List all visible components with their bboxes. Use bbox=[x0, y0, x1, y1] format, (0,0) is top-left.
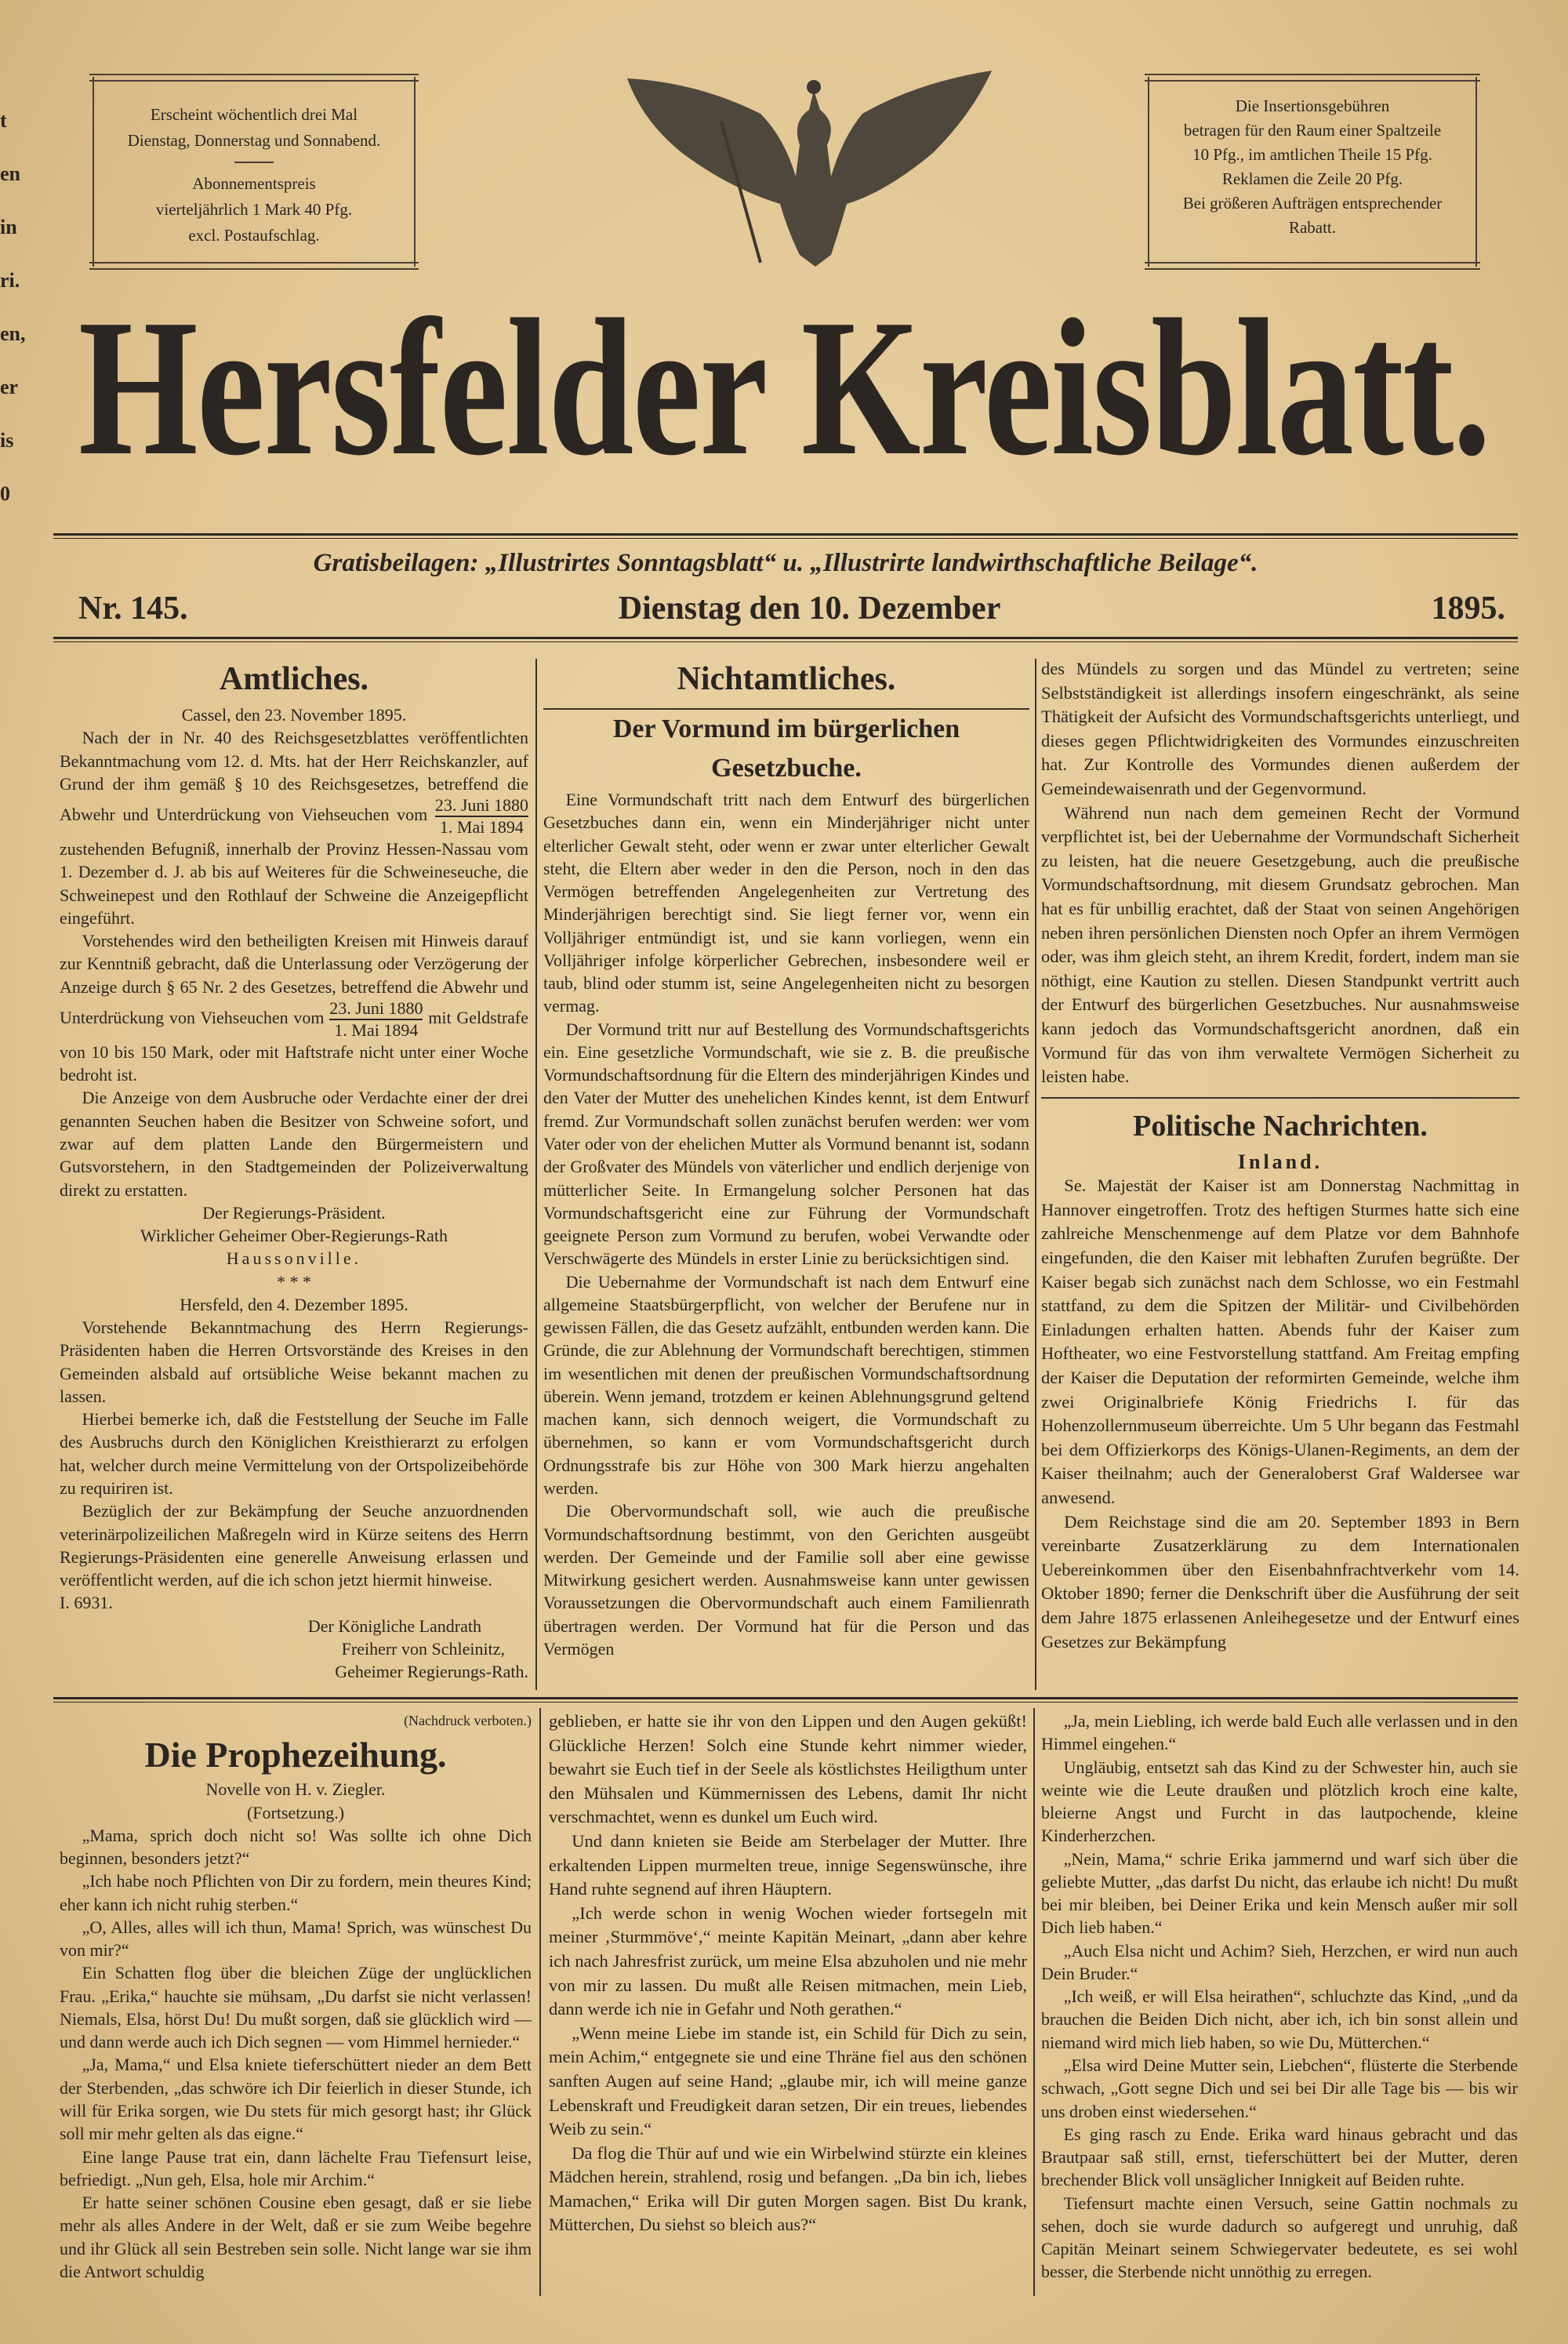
date-fraction bbox=[435, 795, 528, 838]
fraction-denominator: 1. Mai 1894 bbox=[439, 817, 524, 838]
story-paragraph: geblieben, er hatte sie ihr von den Lippen und den Augen geküßt! Glückliche Herzen! Solch eine Stunde kehrt nimmer wieder, bewahrt sie Euch tief in der Seele als köstlichstes Heiligthum unter den Mühsalen und Kümmernissen des Lebens, damit Ihr nicht verschmachtet, wenn es dunkel um Euch wird. bbox=[549, 1711, 1027, 1827]
article-paragraph: Eine Vormundschaft tritt nach dem Entwurf des bürgerlichen Gesetzbuches dann ein, wenn ein Minderjähriger nicht unter elterlicher Gewalt steht, oder wenn er zwar unter elterlicher Gewalt steht, die Eltern aber weder in den die Person, noch in den das Vermögen betreffenden Angelegenheiten zur Vertretung des Minderjährigen berechtigt sind. Sie liegt ferner vor, wenn ein Volljähriger entmündigt ist, und sie kann vorliegen, wenn ein Volljähriger infolge körperlicher Gebrechen, insbesondere weil er taub, blind oder stumm ist, seine Angelegenheiten nicht zu besorgen vermag. bbox=[543, 790, 1029, 1016]
story-paragraph: „Ja, Mama,“ und Elsa kniete tieferschüttert nieder an dem Bett der Sterbenden, „das schwöre ich Dir feierlich in dieser Stunde, ich will für Erika sorgen, wie Du stets für mich gesorgt hast; ihr Glück soll mir mehr gelten als das eigne.“ bbox=[60, 2055, 532, 2144]
article-paragraph: Der Vormund tritt nur auf Bestellung des Vormundschaftsgerichts ein. Eine gesetzliche Vormundschaft, wie sie z. B. die preußische Vormundschaftsordnung für die Eltern des minderjährigen Kindes und den Vater der Mutter des unehelichen Kindes kennt, ist dem Entwurf fremd. Zur Vormundschaft sollen zunächst berufen werden: wer vom Vater oder von der ehelichen Mutter als Vormund benannt ist, sodann der Großvater des Mündels von väterlicher und endlich derjenige von mütterlicher Seite. In Ermangelung solcher Personen hat das Vormundschaftsgericht eine zur Führung der Vormundschaft geeignete Person zum Vormund zu berufen, wobei Verwandte oder Verschwägerte des Mündels in erster Linie zu berücksichtigen sind. bbox=[543, 1019, 1029, 1269]
fraction-numerator: 23. Juni 1880 bbox=[329, 998, 423, 1020]
signature: Freiherr von Schleinitz, bbox=[341, 1638, 505, 1659]
edge-fragment: er bbox=[0, 376, 19, 398]
feuilleton-column-1 bbox=[60, 1710, 532, 2298]
article-paragraph: Während nun nach dem gemeinen Recht der Vormund verpflichtet ist, bei der Uebernahme der Vormundschaft Sicherheit zu leisten, hat die neuere Gesetzgebung, auch die preußische Vormundschaftsordnung, mit diesem Grundsatz gebrochen. Man hat es für unbillig erachtet, daß der Staat von seinen Angehörigen neben ihren persönlichen Diensten noch Opfer an ihrem Vermögen oder, was ihm gleich steht, an ihrem Kredit, fordert, indem man sie nöthigt, eine Kaution zu stellen. Diesen Standpunkt vertritt auch der Entwurf des bürgerlichen Gesetzbuches. Nur ausnahmsweise kann jedoch das Vormundschaftsgericht anordnen, daß ein Vormund für das von ihm verwaltete Vermögen Sicherheit zu leisten habe. bbox=[1041, 802, 1519, 1087]
story-paragraph: „Auch Elsa nicht und Achim? Sieh, Herzchen, er wird nun auch Dein Bruder.“ bbox=[1041, 1940, 1518, 1983]
paragraph-text: mit Geldstrafe von 10 bis 150 Mark, oder mit Haftstrafe nicht unter einer Woche bedroht ist. bbox=[60, 1007, 528, 1085]
fraction-numerator: 23. Juni 1880 bbox=[435, 795, 528, 817]
story-paragraph: „Nein, Mama,“ schrie Erika jammernd und warf sich über die geliebte Mutter, „das darfst Du nicht, das erlaube ich nicht! Du mußt bei mir bleiben, bei Deiner Erika und kein Mensch außer mir soll Dich lieb haben.“ bbox=[1041, 1848, 1518, 1938]
story-paragraph: „Ich weiß, er will Elsa heirathen“, schluchzte das Kind, „und da brauchen die Beiden Dich nicht, aber ich, ich bin sonst allein und niemand wird mich lieb haben, so wie Du, Mütterchen.“ bbox=[1041, 1986, 1518, 2052]
story-paragraph: „Ja, mein Liebling, ich werde bald Euch alle verlassen und in den Himmel eingehen.“ bbox=[1041, 1711, 1518, 1754]
column-divider bbox=[535, 659, 537, 1690]
edge-fragment: ri. bbox=[0, 269, 20, 292]
edge-fragment: 0 bbox=[0, 482, 10, 505]
paragraph-text: Nach der in Nr. 40 des Reichsgesetzblattes veröffentlichten Bekanntmachung vom 12. d. Mts. hat der Herr Reichskanzler, auf Grund der ihm gemäß § 10 des Reichsgesetzes, betreffend die Abwehr und Unterdrückung von Viehseuchen vom bbox=[60, 728, 528, 825]
subscription-price: vierteljährlich 1 Mark 40 Pfg. bbox=[155, 200, 353, 219]
issue-year: 1895. bbox=[1431, 591, 1505, 627]
issue-date: Dienstag den 10. Dezember bbox=[618, 591, 1001, 627]
story-paragraph: Und dann knieten sie Beide am Sterbelager der Mutter. Ihre erkaltenden Lippen murmelten treue, innige Segenswünsche, ihre Hand ruhte segnend auf ihren Häuptern. bbox=[549, 1830, 1027, 1899]
reprint-notice: (Nachdruck verboten.) bbox=[404, 1713, 532, 1728]
signature: Wirklicher Geheimer Ober-Regierungs-Rath bbox=[140, 1226, 448, 1246]
story-paragraph: „Mama, sprich doch nicht so! Was sollte ich ohne Dich beginnen, besonders jetzt?“ bbox=[60, 1825, 532, 1869]
newspaper-title: Hersfelder Kreisblatt. bbox=[78, 279, 1490, 496]
story-paragraph: „Ich werde schon in wenig Wochen wieder fortsegeln mit meiner ‚Sturmmöve‘,“ meinte Kapitän Meinart, „dann aber kehre ich nach Jahresfrist zurück, um meine Elsa abzuholen und nie mehr von mir zu lassen. Du mußt alle Reisen mitmachen, mein Lieb, dann werde ich nie in Gefahr und Noth gerathen.“ bbox=[549, 1902, 1027, 2019]
story-paragraph: Ungläubig, entsetzt sah das Kind zu der Schwester hin, auch sie weinte wie die Leute draußen und plötzlich kroch eine kalte, bleierne Angst und Furcht in das lautpochende, kleine Kinderherzchen. bbox=[1041, 1757, 1518, 1846]
publication-schedule: Erscheint wöchentlich drei Mal bbox=[150, 105, 358, 124]
story-paragraph: „Wenn meine Liebe im stande ist, ein Schild für Dich zu sein, mein Achim,“ entgegnete sie und eine Thräne fiel aus den schönen sanften Augen auf seine Hand; „glaube mir, ich will meine ganze Lebenskraft und Freudigkeit daran setzen, Dir ein treues, liebendes Weib zu sein.“ bbox=[549, 2022, 1027, 2139]
fraction-denominator: 1. Mai 1894 bbox=[334, 1019, 419, 1040]
signature: Haussonville. bbox=[226, 1248, 362, 1269]
feuilleton-column-2 bbox=[549, 1710, 1027, 2298]
article-paragraph: Se. Majestät der Kaiser ist am Donnerstag Nachmittag in Hannover eingetroffen. Trotz des heftigen Sturmes hatte sich eine zahlreiche Menschenmenge auf dem Platze vor dem Bahnhofe eingefunden, die den Kaiser mit lebhaften Zurufen begrüßte. Der Kaiser begab sich zunächst nach dem Schlosse, wo ein Festmahl stattfand, zu dem die Spitzen der Militär- und Civilbehörden Einladungen erhalten hatten. Abends fuhr der Kaiser zum Hoftheater, wo eine Festvorstellung stattfand. Am Freitag empfing der Kaiser die Deputation der reformirten Gemeinde, welche ihm zwei Originalbriefe König Friedrichs I. für das Hohenzollernmuseum überreichte. Um 5 Uhr begann das Festmahl bei dem Offizierkorps des Königs-Ulanen-Regiments, an dem der Kaiser theilnahm; auch der Generaloberst Graf Waldersee war anwesend. bbox=[1041, 1176, 1519, 1507]
issue-line bbox=[78, 590, 1505, 627]
story-paragraph: Ein Schatten flog über die bleichen Züge der unglücklichen Frau. „Erika,“ hauchte sie mühsam, „Du darfst sie nicht verlassen! Niemals, Elsa, hörst Du! Du mußt sorgen, daß sie glücklich wird — und dann werde auch ich Dich segnen — vom Himmel hernieder.“ bbox=[60, 1963, 532, 2052]
signature: Der Regierungs-Präsident. bbox=[202, 1202, 386, 1223]
subscription-info-box bbox=[93, 77, 416, 267]
section-heading: Nichtamtliches. bbox=[677, 661, 896, 697]
story-paragraph: Da flog die Thür auf und wie ein Wirbelwind stürzte ein kleines Mädchen herein, strahlend, rosig und befangen. „Da bin ich, liebes Mamachen,“ Erika will Dir guten Morgen sagen. Bist Du krank, Mütterchen, Du siehst so bleich aus?“ bbox=[549, 2142, 1027, 2235]
article-paragraph: Die Uebernahme der Vormundschaft ist nach dem Entwurf eine allgemeine Staatsbürgerpflicht, von welcher der Berufene nur in gewissen Fällen, die das Gesetz aufzählt, entbunden werden kann. Die Gründe, die zur Ablehnung der Vormundschaft berechtigen, stimmen im wesentlichen mit denen der preußischen Vormundschaftsordnung überein. Wenn jemand, trotzdem er keinen Ablehnungsgrund geltend machen kann, sich dennoch weigert, die Vormundschaft zu übernehmen, so kann er vom Vormundschaftsgericht durch Ordnungsstrafe bis zur Höhe von 300 Mark hierzu angehalten werden. bbox=[543, 1271, 1029, 1498]
supplements-line: Gratisbeilagen: „Illustrirtes Sonntagsblatt“ u. „Illustrirte landwirthschaftliche Beilage“. bbox=[313, 549, 1258, 577]
edge-fragment: is bbox=[0, 429, 14, 452]
dateline: Hersfeld, den 4. Dezember 1895. bbox=[180, 1294, 408, 1314]
story-paragraph: Er hatte seiner schönen Cousine eben gesagt, daß er sie liebe mehr als alles Andere in der Welt, daß er sie zum Weibe begehre und ihr Glück all sein Bestreben sein solle. Nicht lange war sie ihm die Antwort schuldig bbox=[60, 2193, 532, 2281]
rates-line: Reklamen die Zeile 20 Pfg. bbox=[1221, 169, 1403, 188]
signature: Geheimer Regierungs-Rath. bbox=[335, 1662, 528, 1682]
adjacent-page-edge bbox=[0, 94, 26, 521]
subscription-label: Abonnementspreis bbox=[192, 174, 316, 193]
story-paragraph: „Elsa wird Deine Mutter sein, Liebchen“, flüsterte die Sterbende schwach, „Gott segne Dich und sei bei Dir alle Tage bis — bis wir uns droben einst wiedersehen.“ bbox=[1041, 2055, 1518, 2121]
story-byline: Novelle von H. v. Ziegler. bbox=[205, 1779, 386, 1800]
edge-fragment: en, bbox=[0, 322, 26, 345]
rates-line: 10 Pfg., im amtlichen Theile 15 Pfg. bbox=[1192, 145, 1432, 164]
article-paragraph: Bezüglich der zur Bekämpfung der Seuche anzuordnenden veterinärpolizeilichen Maßregeln wird in Kürze seitens des Herrn Regierungs-Präsidenten eine generelle Anweisung erlassen und veröffentlicht werden, auf die ich schon jetzt hiermit hinweise. bbox=[60, 1501, 528, 1590]
column-right-top bbox=[1041, 657, 1519, 1694]
story-paragraph: Es ging rasch zu Ende. Erika ward hinaus gebracht und das Brautpaar saß still, ernst, tieferschüttert bei der Mutter, deren brechender Blick voll unsäglicher Innigkeit auf Beiden ruhte. bbox=[1041, 2124, 1518, 2190]
advertising-rates-box bbox=[1148, 77, 1477, 267]
article-paragraph: Vorstehende Bekanntmachung des Herrn Regierungs-Präsidenten haben die Herren Ortsvorstände des Kreises in den Gemeinden alsbald auf ortsübliche Weise bekannt machen zu lassen. bbox=[60, 1317, 528, 1406]
date-fraction bbox=[329, 998, 423, 1041]
eagle-emblem-icon bbox=[604, 67, 1011, 274]
paragraph-text: Vorstehendes wird den betheiligten Kreisen mit Hinweis darauf zur Kenntniß gebracht, daß die Unterlassung oder Verzögerung der Anzeige durch § 65 Nr. 2 des Gesetzes, betreffend die Abwehr und Unterdrückung von Viehseuchen vom bbox=[60, 931, 528, 1027]
article-title: Der Vormund im bürgerlichen Gesetzbuche. bbox=[543, 708, 1029, 788]
masthead-rule bbox=[53, 533, 1518, 539]
continued-note: (Fortsetzung.) bbox=[246, 1802, 345, 1823]
separator-stars: * * * bbox=[277, 1271, 311, 1292]
article-paragraph: des Mündels zu sorgen und das Mündel zu vertreten; seine Selbstständigkeit ist allerdings insofern eingeschränkt, als seine Thätigkeit der Aufsicht des Vormundschaftsgerichts unterliegt, und dieses gegen Pflichtwidrigkeiten des Vormundes einzuschreiten hat. Zur Kontrolle des Vormundes dienen außerdem der Gemeindewaisenrath und der Gegenvormund. bbox=[1041, 659, 1519, 798]
article-paragraph: Die Anzeige von dem Ausbruche oder Verdachte einer der drei genannten Seuchen haben die Besitzer von Schweine sofort, und zwar auf dem platten Lande den Bürgermeistern und Gutsvorstehern, in den Stadtgemeinden der Polizeiverwaltung direkt zu erstatten. bbox=[60, 1088, 528, 1200]
column-nichtamtliches bbox=[543, 655, 1029, 1694]
masthead-rule bbox=[53, 637, 1518, 642]
issue-number: Nr. 145. bbox=[78, 591, 188, 627]
story-title: Die Prophezeihung. bbox=[144, 1735, 447, 1775]
rates-line: Rabatt. bbox=[1288, 218, 1337, 237]
reference-number: I. 6931. bbox=[60, 1593, 113, 1613]
article-paragraph: Dem Reichstage sind die am 20. September 1893 in Bern vereinbarte Zusatzerklärung zu dem Internationalen Uebereinkommen über den Eisenbahnfrachtverkehr vom 14. Oktober 1890; ferner die Denkschrift über die Ausführung der seit dem Jahre 1875 erlassenen Anleihegesetze und der Entwurf eines Gesetzes zur Bekämpfung bbox=[1041, 1511, 1519, 1652]
story-paragraph: „Ich habe noch Pflichten von Dir zu fordern, mein theures Kind; eher kann ich nicht ruhig sterben.“ bbox=[60, 1871, 532, 1914]
story-paragraph: Eine lange Pause trat ein, dann lächelte Frau Tiefensurt leise, befriedigt. „Nun geh, Elsa, hole mir Archim.“ bbox=[60, 2146, 532, 2190]
story-paragraph: „O, Alles, alles will ich thun, Mama! Sprich, was wünschest Du von mir?“ bbox=[60, 1917, 532, 1961]
signature: Der Königliche Landrath bbox=[307, 1615, 481, 1636]
article-paragraph bbox=[60, 929, 528, 1086]
story-paragraph: Tiefensurt machte einen Versuch, seine Gattin nochmals zu sehen, doch sie wurde dadurch so aufgeregt und unruhig, daß Capitän Meinart seinem Schwiegervater bedeutete, es sei wohl besser, die Sterbende nicht unnöthig zu erregen. bbox=[1041, 2193, 1518, 2282]
article-paragraph: Die Obervormundschaft soll, wie auch die preußische Vormundschaftsordnung bestimmt, von den Gerichten ausgeübt werden. Der Gemeinde und der Familie soll aber eine gewisse Mitwirkung gesichert werden. Ausnahmsweise kann unter gewissen Voraussetzungen die Obervormundschaft auch einem Familienrath übertragen werden. Der Vormund hat für die Person und das Vermögen bbox=[543, 1501, 1029, 1659]
feuilleton-column-3 bbox=[1041, 1710, 1518, 2298]
column-divider bbox=[1035, 659, 1036, 1690]
article-paragraph bbox=[60, 726, 528, 929]
edge-fragment: in bbox=[0, 216, 17, 238]
postage-note: excl. Postaufschlag. bbox=[188, 226, 320, 245]
divider bbox=[234, 162, 274, 163]
section-heading: Politische Nachrichten. bbox=[1133, 1109, 1428, 1143]
rates-line: Bei größeren Aufträgen entsprechender bbox=[1182, 194, 1443, 213]
article-paragraph: Hierbei bemerke ich, daß die Feststellung der Seuche im Falle des Ausbruchs durch den Königlichen Kreisthierarzt zu erfolgen hat, welcher durch meine Vermittelung von der Ortspolizeibehörde zu requiriren ist. bbox=[60, 1409, 528, 1498]
publication-days: Dienstag, Donnerstag und Sonnabend. bbox=[127, 131, 381, 150]
rates-heading: Die Insertionsgebühren bbox=[1235, 96, 1390, 115]
column-divider bbox=[539, 1708, 541, 2296]
column-amtliches bbox=[60, 655, 528, 1694]
column-divider bbox=[1033, 1708, 1035, 2296]
edge-fragment: en bbox=[0, 162, 20, 185]
feuilleton-rule bbox=[53, 1697, 1518, 1703]
paragraph-text: zustehenden Befugniß, innerhalb der Provinz Hessen-Nassau vom 1. Dezember d. J. ab bis auf Weiteres für die Schweineseuche, die Schweinepest und den Rothlauf der Schweine die Anzeigepflicht eingeführt. bbox=[60, 839, 528, 928]
subsection-heading: Inland. bbox=[1237, 1150, 1323, 1173]
edge-fragment: t bbox=[0, 109, 7, 132]
dateline: Cassel, den 23. November 1895. bbox=[181, 705, 407, 725]
section-heading: Amtliches. bbox=[219, 661, 369, 697]
rates-line: betragen für den Raum einer Spaltzeile bbox=[1183, 121, 1442, 140]
